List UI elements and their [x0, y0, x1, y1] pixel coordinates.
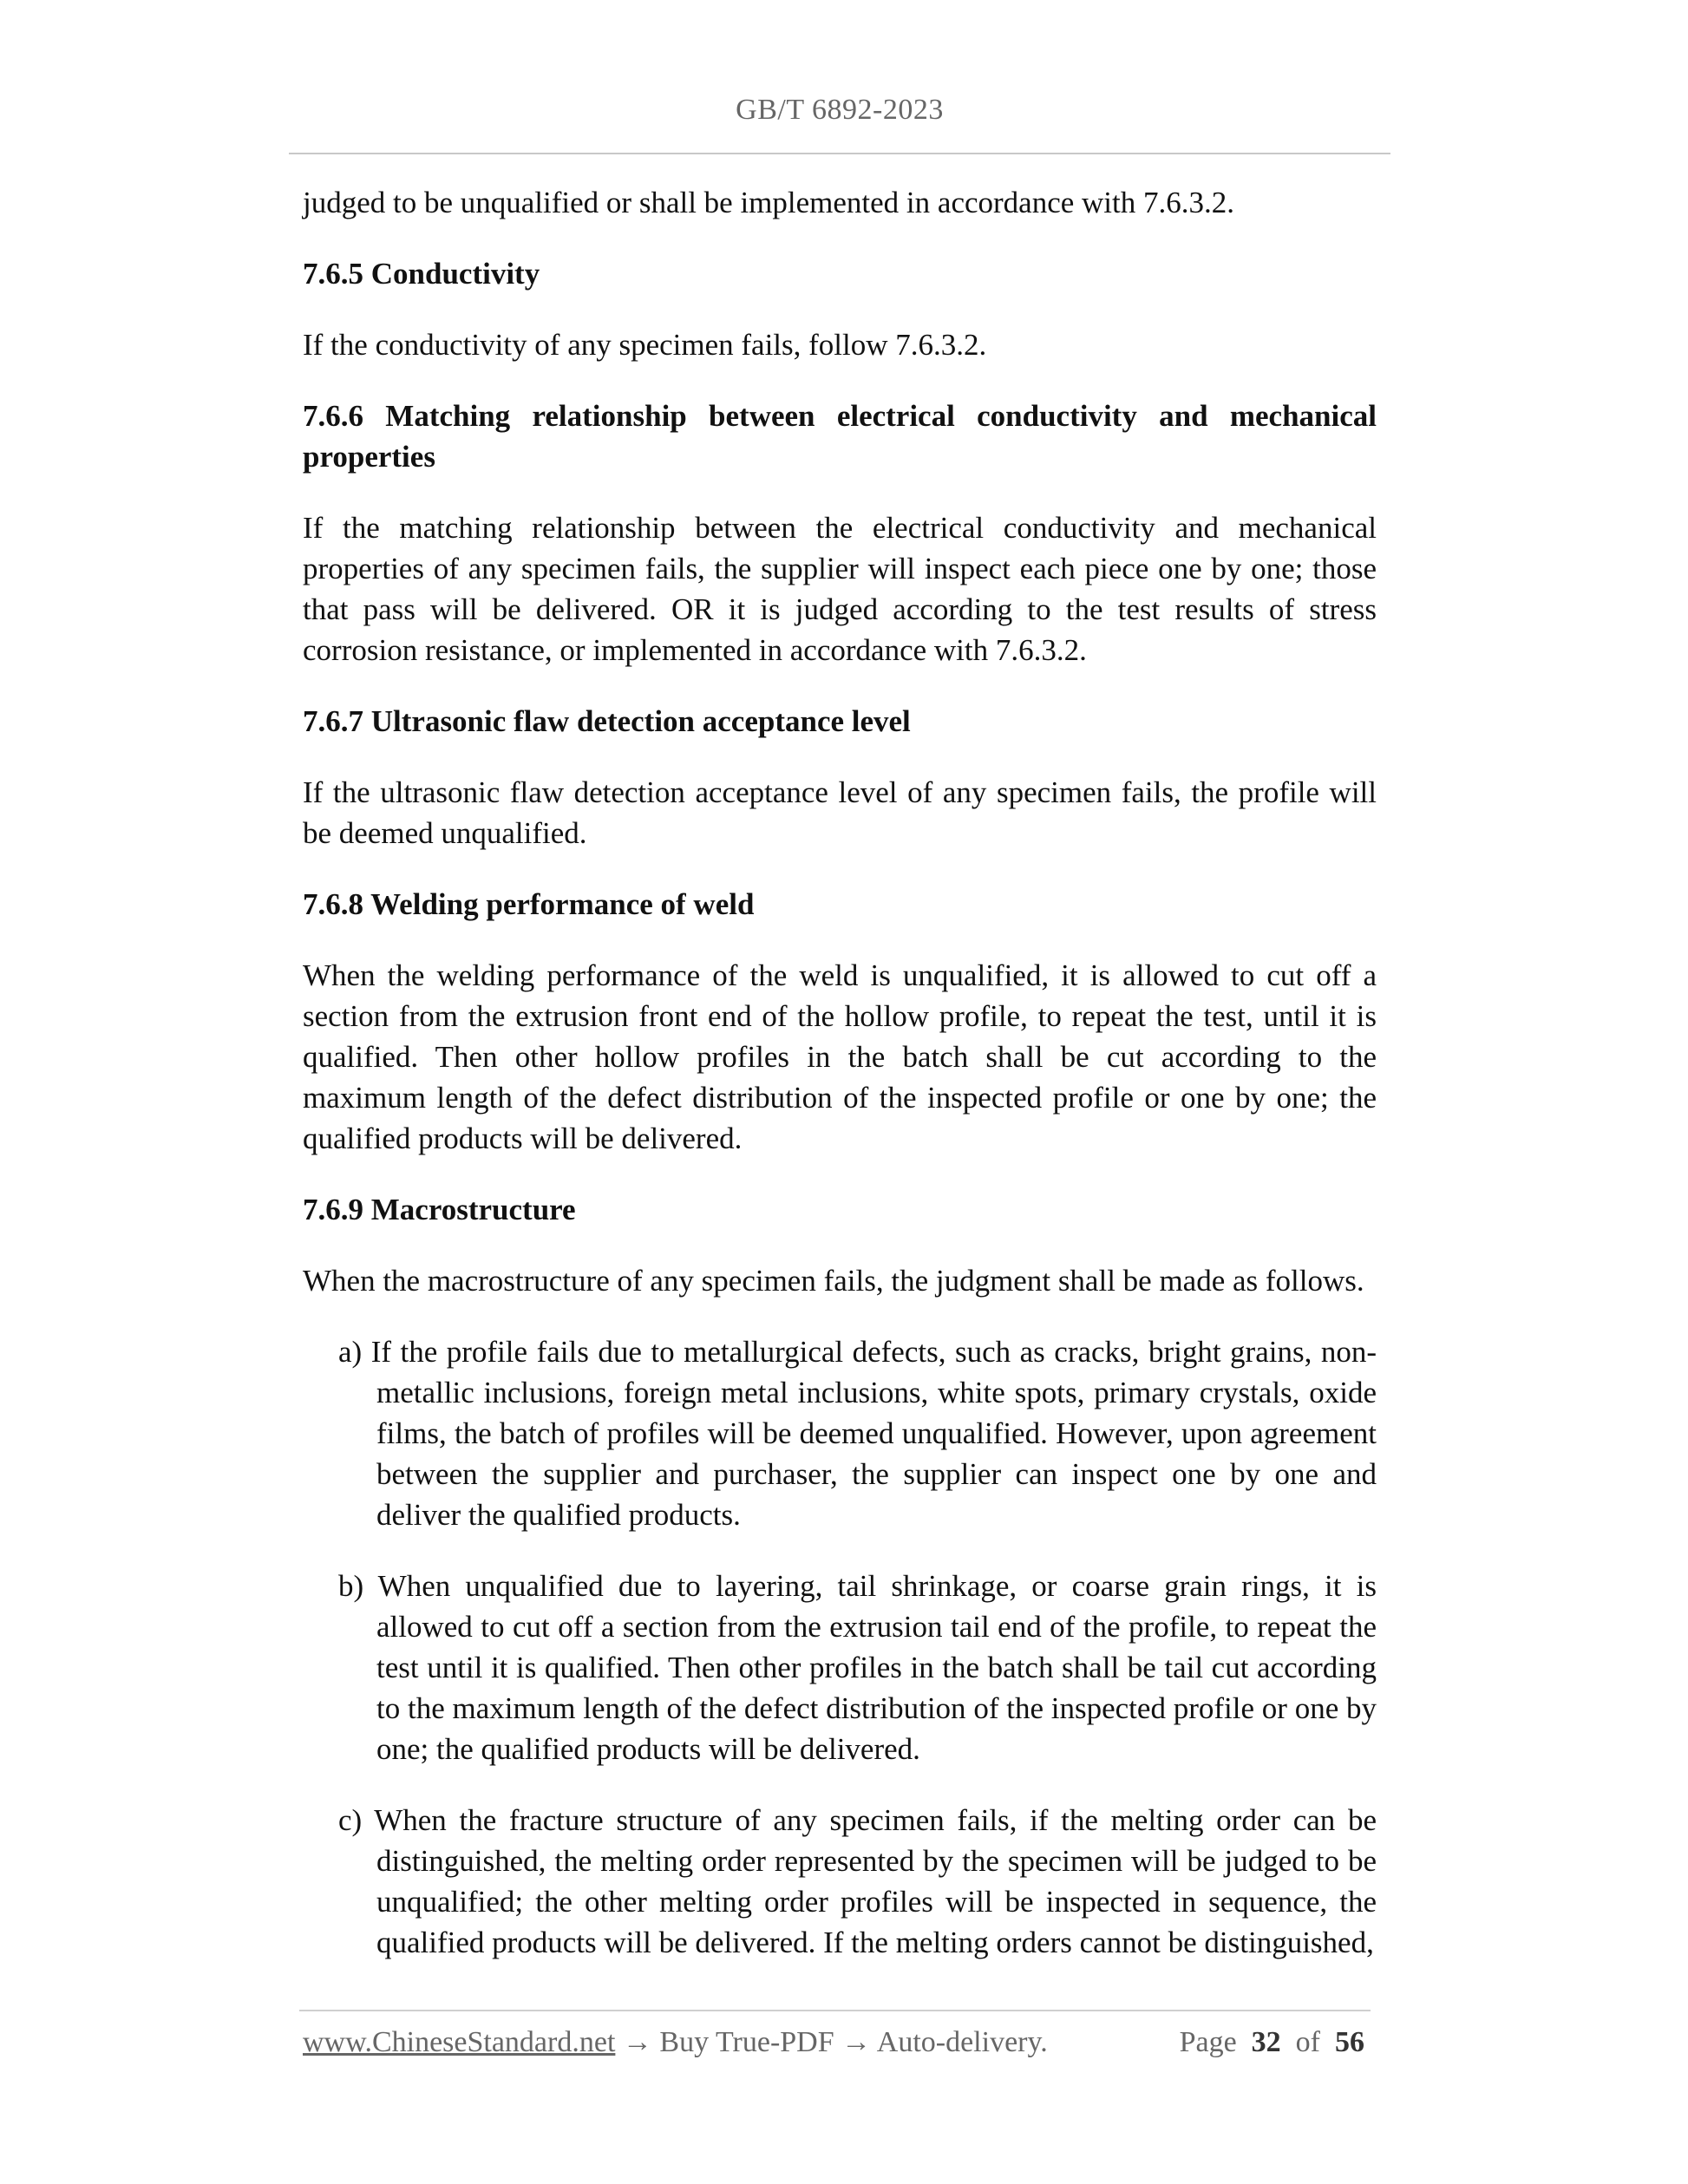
list-item-b: b) When unqualified due to layering, tail shrinkage, or coarse grain rings, it is allowed to cut off a section from the extrusion tail end of the profile, to repeat the test until it is qualified. Then other profiles in the batch shall be tail cut according to the maximum length of the defect distribution of the inspected profile or one by one; the qualified products will be delivered.	[338, 1569, 1377, 1766]
paragraph-matching-relationship: If the matching relationship between the electrical conductivity and mechanical properties of any specimen fails, the supplier will inspect each piece one by one; those that pass will be delivered. OR it is judged according to the test results of stress corrosion resistance, or implemented in accordance with 7.6.3.2.	[303, 511, 1377, 667]
page-body	[303, 182, 1377, 1993]
arrow-right-icon: →	[622, 2026, 652, 2058]
current-page-number: 32	[1251, 2026, 1281, 2058]
auto-delivery-text: Auto-delivery.	[876, 2026, 1048, 2058]
total-page-number: 56	[1335, 2026, 1364, 2058]
buy-pdf-text: Buy True-PDF	[659, 2026, 834, 2058]
heading-7-6-9: 7.6.9 Macrostructure	[303, 1193, 576, 1226]
list-item-c: c) When the fracture structure of any specimen fails, if the melting order can be distinguished, the melting order represented by the specimen will be judged to be unqualified; the other melting order profiles will be inspected in sequence, the qualified products will be delivered. If the melting orders cannot be distinguished,	[338, 1803, 1377, 1959]
page-label: Page	[1179, 2026, 1237, 2058]
of-label: of	[1295, 2026, 1320, 2058]
paragraph-continuation: judged to be unqualified or shall be implemented in accordance with 7.6.3.2.	[303, 186, 1234, 219]
footer-links	[303, 2026, 1048, 2059]
footer-divider	[299, 2010, 1371, 2011]
heading-7-6-6: 7.6.6 Matching relationship between electrical conductivity and mechanical properties	[303, 399, 1377, 474]
heading-7-6-7: 7.6.7 Ultrasonic flaw detection acceptance level	[303, 704, 911, 738]
arrow-right-icon: →	[841, 2026, 872, 2058]
heading-7-6-8: 7.6.8 Welding performance of weld	[303, 887, 755, 921]
paragraph-ultrasonic: If the ultrasonic flaw detection acceptance level of any specimen fails, the profile will be deemed unqualified.	[303, 775, 1377, 850]
paragraph-macrostructure: When the macrostructure of any specimen fails, the judgment shall be made as follows.	[303, 1264, 1364, 1298]
list-item-a: a) If the profile fails due to metallurgical defects, such as cracks, bright grains, non-metallic inclusions, foreign metal inclusions, white spots, primary crystals, oxide films, the batch of profiles will be deemed unqualified. However, upon agreement between the supplier and purchaser, the supplier can inspect one by one and deliver the qualified products.	[338, 1335, 1377, 1532]
header-divider	[289, 153, 1390, 154]
running-header: GB/T 6892-2023	[736, 94, 944, 126]
site-link[interactable]: www.ChineseStandard.net	[303, 2026, 616, 2058]
heading-7-6-5: 7.6.5 Conductivity	[303, 257, 540, 291]
page-number	[1180, 2026, 1364, 2059]
paragraph-welding: When the welding performance of the weld is unqualified, it is allowed to cut off a section from the extrusion front end of the hollow profile, to repeat the test, until it is qualified. Then other hollow profiles in the batch shall be cut according to the maximum length of the defect distribution of the inspected profile or one by one; the qualified products will be delivered.	[303, 958, 1377, 1155]
paragraph-conductivity: If the conductivity of any specimen fails, follow 7.6.3.2.	[303, 328, 987, 362]
